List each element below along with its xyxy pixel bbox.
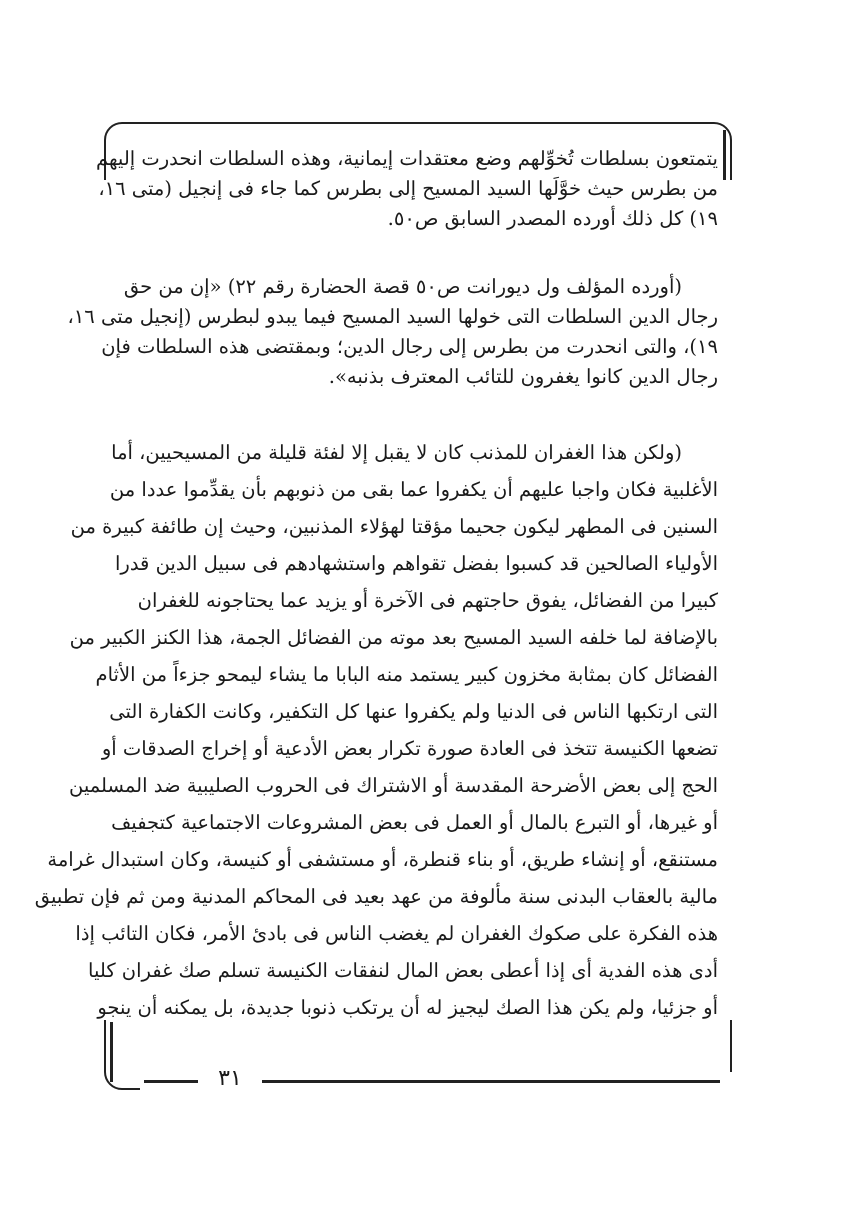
text-line: رجال الدين كانوا يغفرون للتائب المعترف بذنبه». (328, 365, 718, 388)
footer-rule-left (144, 1080, 198, 1083)
text-line: التى ارتكبها الناس فى الدنيا ولم يكفروا عنها كل التكفير، وكانت الكفارة التى (109, 700, 718, 723)
frame-gap-right (716, 180, 736, 1020)
text-line: تضعها الكنيسة تتخذ فى العادة صورة تكرار بعض الأدعية أو إخراج الصدقات أو (101, 737, 718, 760)
frame-right-bar (723, 130, 726, 180)
text-line: السنين فى المطهر ليكون جحيما مؤقتا لهؤلاء المذنبين، وحيث إن طائفة كبيرة من (70, 515, 718, 538)
text-line: مستنقع، أو إنشاء طريق، أو بناء قنطرة، أو مستشفى أو كنيسة، وكان استبدال غرامة (47, 848, 718, 871)
footer-rule-right (262, 1080, 720, 1083)
text-line: الحج إلى بعض الأضرحة المقدسة أو الاشتراك فى الحروب الصليبية ضد المسلمين (69, 774, 718, 797)
text-line: ١٩) كل ذلك أورده المصدر السابق ص٥٠. (387, 207, 718, 230)
text-line: الفضائل كان بمثابة مخزون كبير يستمد منه البابا ما يشاء ليمحو جزءاً من الأثام (95, 663, 718, 686)
text-line: (ولكن هذا الغفران للمذنب كان لا يقبل إلا لفئة قليلة من المسيحيين، أما (111, 441, 682, 464)
paragraph-3 (34, 434, 718, 1026)
text-line: الأغلبية فكان واجبا عليهم أن يكفروا عما بقى من ذنوبهم بأن يقدِّموا عددا من (109, 478, 718, 501)
text-line: هذه الفكرة على صكوك الغفران لم يغضب الناس فى بادئ الأمر، فكان التائب إذا (75, 922, 718, 945)
text-line: الأولياء الصالحين قد كسبوا بفضل تقواهم واستشهادهم فى سبيل الدين قدرا (114, 552, 718, 575)
paragraph-1 (95, 144, 718, 234)
text-line: أو غيرها، أو التبرع بالمال أو العمل فى بعض المشروعات الاجتماعية كتجفيف (111, 811, 718, 834)
frame-left-bar (110, 1022, 113, 1082)
text-line: كبيرا من الفضائل، يفوق حاجتهم فى الآخرة أو يزيد عما يحتاجونه للغفران (137, 589, 718, 612)
text-line: ١٩)، والتى انحدرت من بطرس إلى رجال الدين؛ وبمقتضى هذه السلطات فإن (101, 335, 718, 358)
text-line: يتمتعون بسلطات تُخوِّلهم وضع معتقدات إيمانية، وهذه السلطات انحدرت إليهم (95, 147, 718, 170)
text-line: أدى هذه الفدية أى إذا أعطى بعض المال لنفقات الكنيسة تسلم صك غفران كليا (88, 959, 718, 982)
text-line: أو جزئيا، ولم يكن هذا الصك ليجيز له أن يرتكب ذنوبا جديدة، بل يمكنه أن ينجو (97, 996, 718, 1019)
page-number: ٣١ (218, 1066, 242, 1091)
text-line: من بطرس حيث خوَّلَها السيد المسيح إلى بطرس كما جاء فى إنجيل (متى ١٦، (98, 177, 718, 200)
text-line: مالية بالعقاب البدنى سنة مألوفة من عهد بعيد فى المحاكم المدنية ومن ثم فإن تطبيق (34, 885, 718, 908)
text-line: (أورده المؤلف ول ديورانت ص٥٠ قصة الحضارة رقم ٢٢) «إن من حق (123, 275, 682, 298)
text-line: بالإضافة لما خلفه السيد المسيح بعد موته من الفضائل الجمة، هذا الكنز الكبير من (69, 626, 718, 649)
text-line: رجال الدين السلطات التى خولها السيد المسيح فيما يبدو لبطرس (إنجيل متى ١٦، (67, 305, 718, 328)
paragraph-2 (67, 272, 718, 392)
